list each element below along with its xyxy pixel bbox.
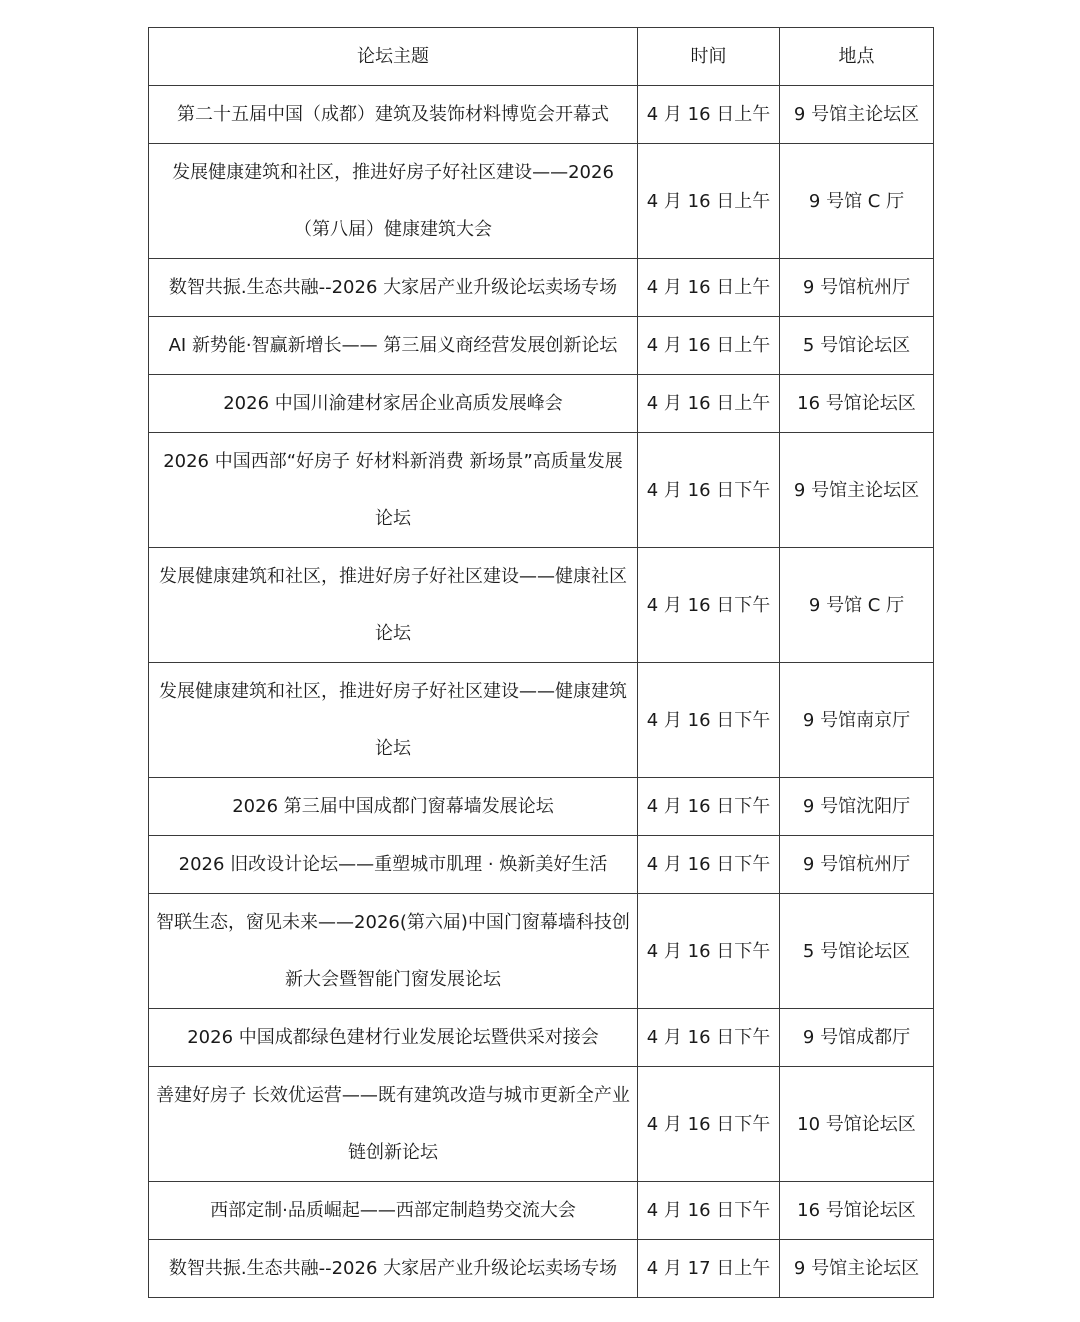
table-row [149,548,934,663]
cell-topic: 发展健康建筑和社区，推进好房子好社区建设——健康建筑论坛 [149,663,638,778]
cell-topic: 数智共振.生态共融--2026 大家居产业升级论坛卖场专场 [149,259,638,317]
cell-time: 4 月 16 日下午 [638,548,780,663]
cell-time: 4 月 16 日上午 [638,375,780,433]
cell-place: 9 号馆南京厅 [780,663,934,778]
cell-time: 4 月 16 日下午 [638,1182,780,1240]
cell-topic: 智联生态，窗见未来——2026(第六届)中国门窗幕墙科技创新大会暨智能门窗发展论坛 [149,894,638,1009]
table-row [149,433,934,548]
table-row [149,1009,934,1067]
table-row [149,894,934,1009]
cell-place: 9 号馆杭州厅 [780,259,934,317]
cell-topic: 2026 旧改设计论坛——重塑城市肌理 · 焕新美好生活 [149,836,638,894]
cell-topic: AI 新势能·智赢新增长—— 第三届义商经营发展创新论坛 [149,317,638,375]
cell-topic: 发展健康建筑和社区，推进好房子好社区建设——健康社区论坛 [149,548,638,663]
cell-place: 5 号馆论坛区 [780,317,934,375]
cell-place: 16 号馆论坛区 [780,1182,934,1240]
forum-schedule-table [148,27,934,1298]
header-time: 时间 [638,28,780,86]
cell-time: 4 月 16 日下午 [638,778,780,836]
table-row [149,778,934,836]
table-row [149,836,934,894]
table-row [149,259,934,317]
cell-time: 4 月 16 日下午 [638,433,780,548]
cell-place: 9 号馆主论坛区 [780,433,934,548]
cell-topic: 西部定制·品质崛起——西部定制趋势交流大会 [149,1182,638,1240]
cell-time: 4 月 16 日上午 [638,317,780,375]
cell-time: 4 月 16 日下午 [638,663,780,778]
cell-topic: 善建好房子 长效优运营——既有建筑改造与城市更新全产业链创新论坛 [149,1067,638,1182]
table-row [149,663,934,778]
cell-place: 9 号馆主论坛区 [780,86,934,144]
cell-topic: 2026 中国成都绿色建材行业发展论坛暨供采对接会 [149,1009,638,1067]
table-row [149,86,934,144]
table-row [149,375,934,433]
table-row [149,317,934,375]
cell-time: 4 月 16 日下午 [638,1067,780,1182]
cell-time: 4 月 16 日上午 [638,86,780,144]
cell-time: 4 月 16 日下午 [638,836,780,894]
cell-topic: 数智共振.生态共融--2026 大家居产业升级论坛卖场专场 [149,1240,638,1298]
cell-place: 9 号馆成都厅 [780,1009,934,1067]
cell-topic: 发展健康建筑和社区，推进好房子好社区建设——2026（第八届）健康建筑大会 [149,144,638,259]
table-row [149,1067,934,1182]
cell-time: 4 月 16 日上午 [638,144,780,259]
cell-time: 4 月 16 日下午 [638,1009,780,1067]
table-header-row [149,28,934,86]
cell-place: 9 号馆 C 厅 [780,548,934,663]
table-row [149,1240,934,1298]
table-row [149,1182,934,1240]
cell-place: 9 号馆主论坛区 [780,1240,934,1298]
cell-topic: 2026 第三届中国成都门窗幕墙发展论坛 [149,778,638,836]
cell-place: 10 号馆论坛区 [780,1067,934,1182]
cell-place: 9 号馆 C 厅 [780,144,934,259]
table-row [149,144,934,259]
cell-place: 9 号馆杭州厅 [780,836,934,894]
cell-topic: 2026 中国西部“好房子 好材料新消费 新场景”高质量发展论坛 [149,433,638,548]
header-topic: 论坛主题 [149,28,638,86]
cell-time: 4 月 17 日上午 [638,1240,780,1298]
cell-time: 4 月 16 日上午 [638,259,780,317]
cell-time: 4 月 16 日下午 [638,894,780,1009]
header-place: 地点 [780,28,934,86]
cell-place: 9 号馆沈阳厅 [780,778,934,836]
cell-topic: 第二十五届中国（成都）建筑及装饰材料博览会开幕式 [149,86,638,144]
cell-place: 5 号馆论坛区 [780,894,934,1009]
cell-topic: 2026 中国川渝建材家居企业高质发展峰会 [149,375,638,433]
cell-place: 16 号馆论坛区 [780,375,934,433]
